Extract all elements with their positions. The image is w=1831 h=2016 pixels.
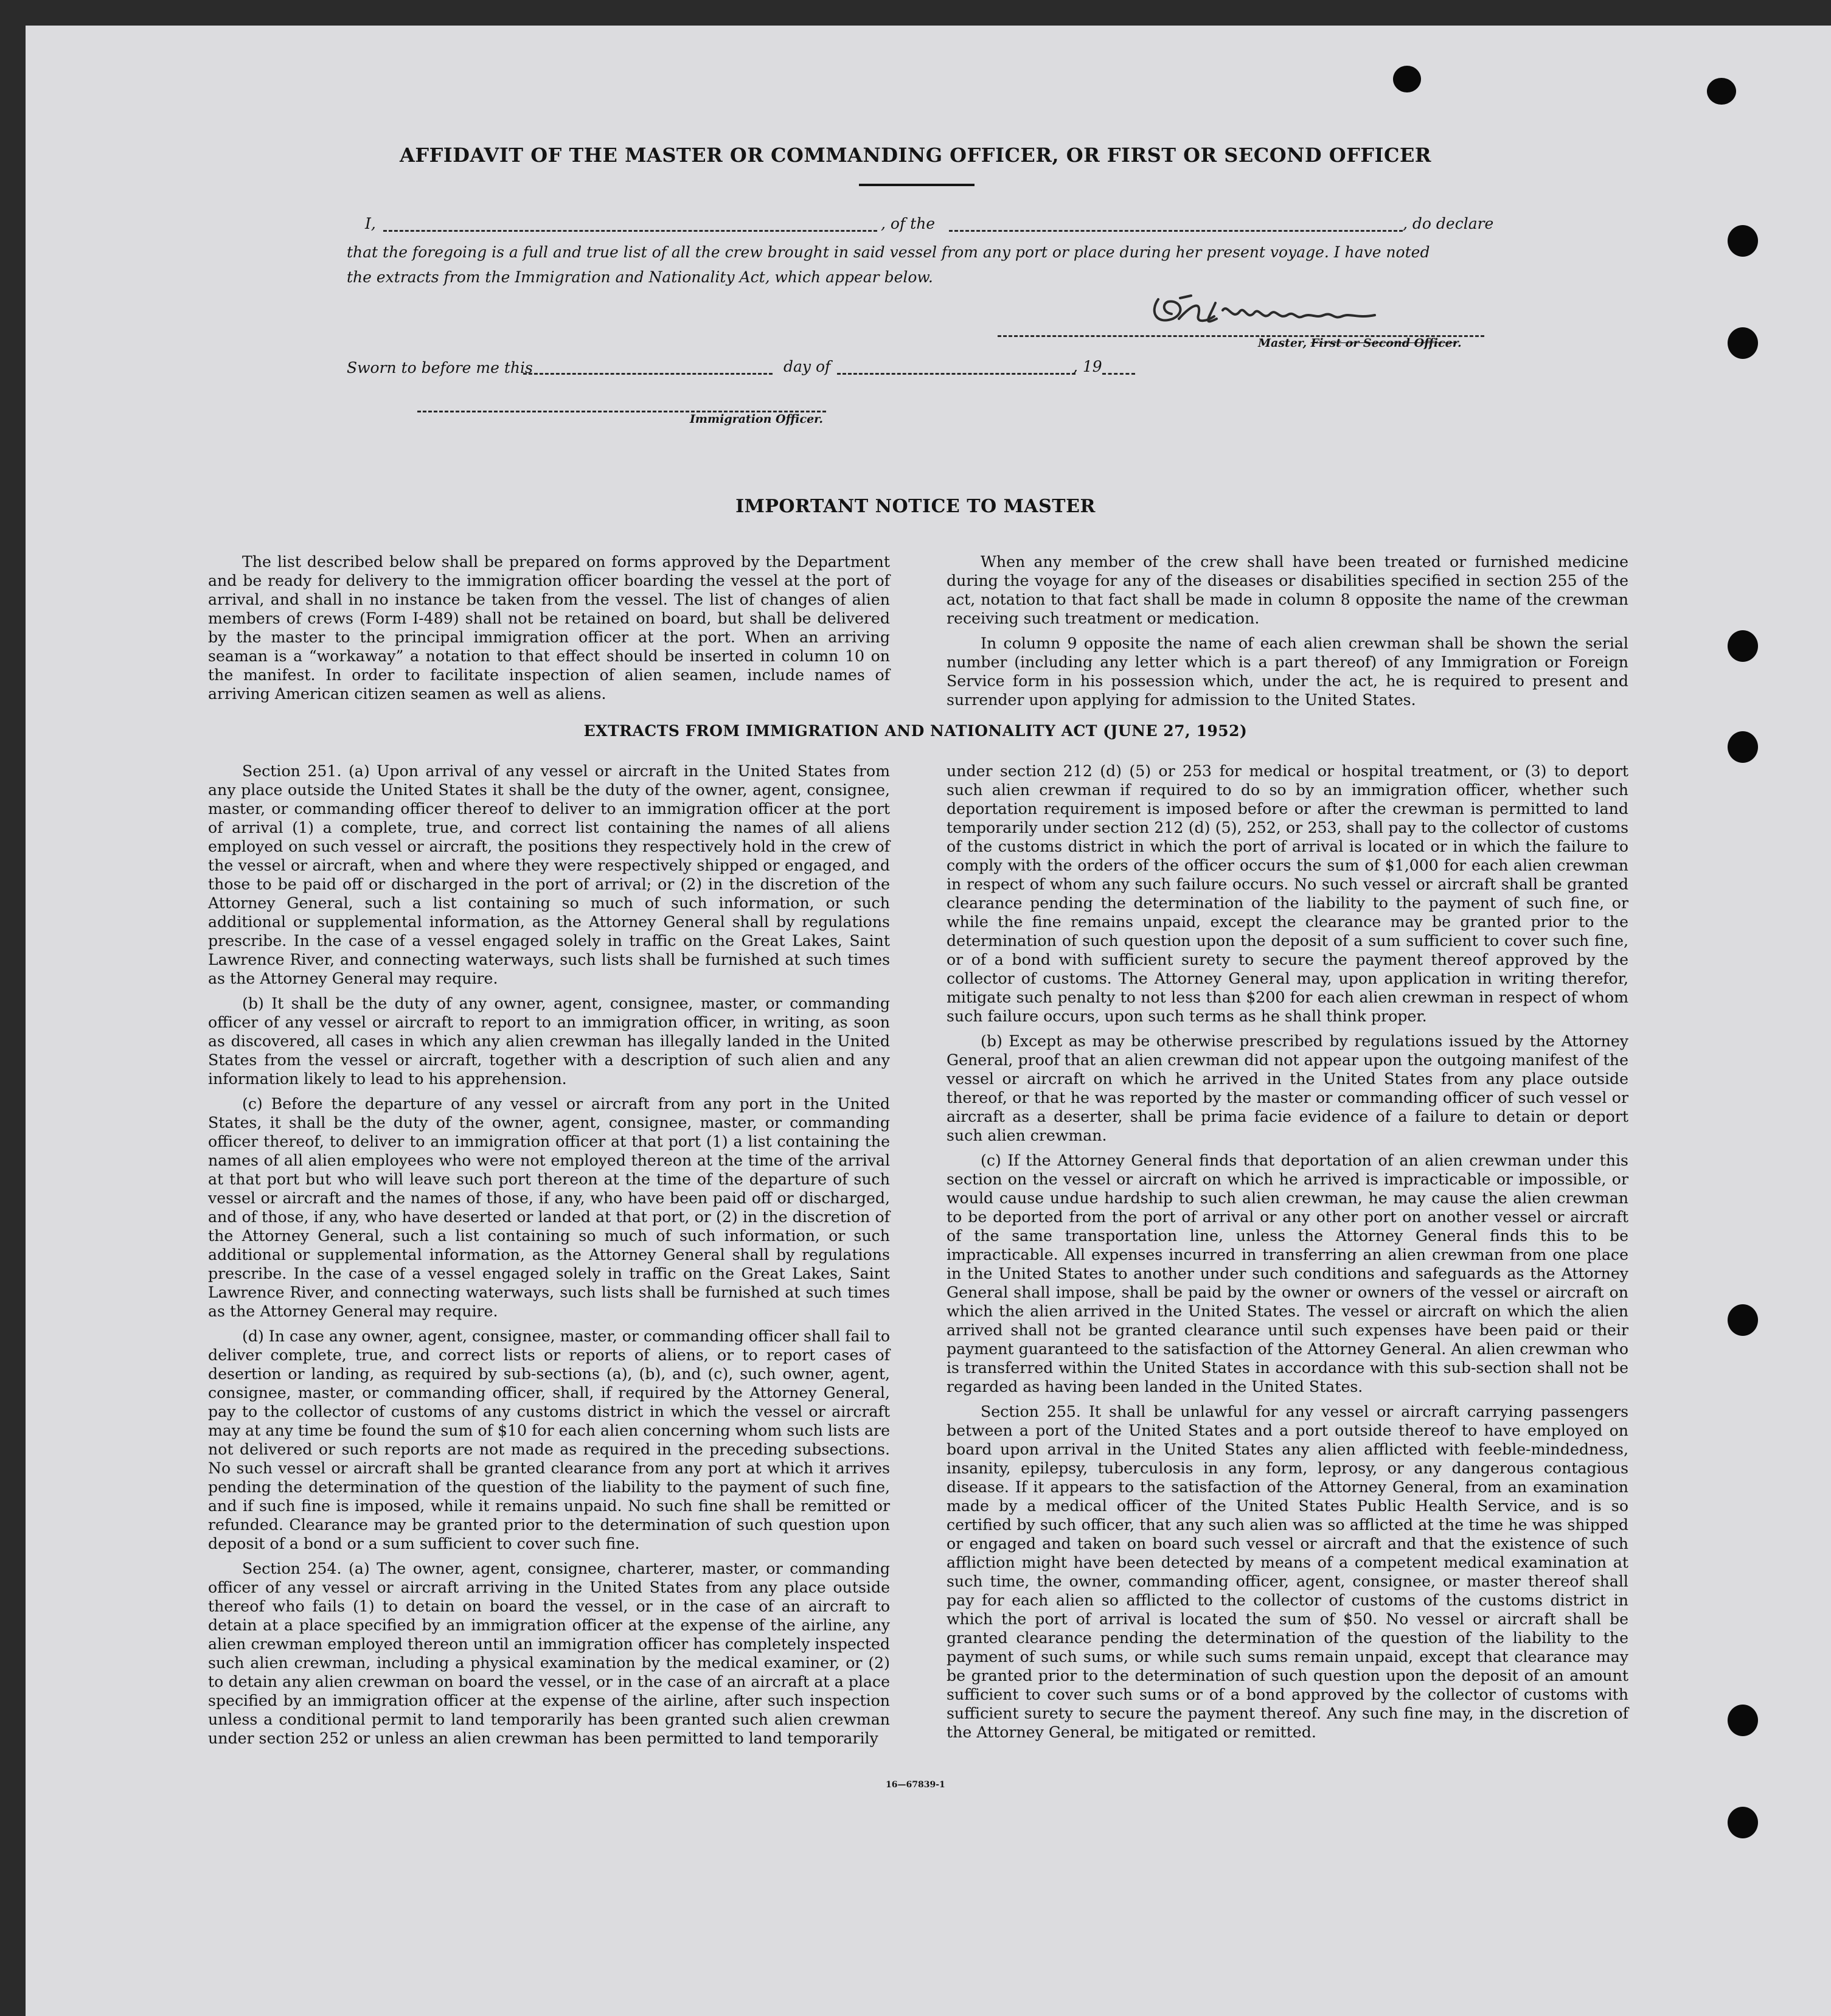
notice-title: IMPORTANT NOTICE TO MASTER [735,496,1096,517]
sworn-month-blank[interactable] [837,373,1075,375]
act-paragraph: Section 254. (a) The owner, agent, consignee, charterer, master, or commanding officer of any vessel or aircraft arriving in the United States from any place outside thereof who fails (1) to detain on board the vessel, or in the case of an aircraft to detain at a place specified by an immigration officer at the expense of the airline, any alien crewman employed thereon until an immigration officer has completely inspected such alien crewman, including a physical examination by the medical examiner, or (2) to detain any alien crewman on board the vessel, or in the case of an aircraft at a place specified by an immigration officer at the expense of the airline, after such inspection unless a conditional permit to land temporarily has been granted such alien crewman under section 252 or unless an alien crewman has been permitted to land temporarily [208,1560,890,1747]
master-signature [1144,281,1423,336]
notice-paragraph: When any member of the crew shall have been treated or furnished medicine during the voyage for any of the diseases or disabilities specified in section 255 of the act, notation to that fact shall be made in column 8 opposite the name of the crewman receiving such treatment or medication. [947,553,1628,627]
extracts-right-column [947,762,1628,1748]
signature-label-prefix: Master, [1258,336,1311,350]
punch-hole [1707,78,1736,105]
act-paragraph: under section 212 (d) (5) or 253 for medical or hospital treatment, or (3) to deport such alien crewman if required to do so by an immigration officer, whether such deportation requirement is imposed before or after the crewman is permitted to land temporarily under section 212 (d) (5), 252, or 253, shall pay to the collector of customs of the customs district in which the port of arrival is located or in which the failure to comply with the orders of the officer occurs the sum of $1,000 for each alien crewman in respect of whom any such failure occurs. No such vessel or aircraft shall be granted clearance pending the determination of the liability to the payment of such fine, or while the fine remains unpaid, except the clearance may be granted prior to the determination of such question upon the deposit of a sum sufficient to cover such fine, or of a bond with sufficient surety to secure the payment thereof approved by the collector of customs. The Attorney General may, upon application in writing therefor, mitigate such penalty to not less than $200 for each alien crewman in respect of whom such failure occurs, upon such terms as he shall think proper. [947,762,1628,1025]
notice-left-column [208,552,890,709]
of-the-label: , of the [881,215,936,232]
punch-hole [1728,225,1758,257]
signature-label-suffix: . [1458,336,1462,350]
declarant-label: I, [365,215,376,232]
punch-hole [1728,1705,1758,1736]
act-paragraph: (c) Before the departure of any vessel or aircraft from any port in the United States, it shall be the duty of the owner, agent, consignee, master, or commanding officer thereof, to deliver to an immigration officer at that port (1) a list containing the names of all alien employees who were not employed thereon at the time of the arrival at that port but who will leave such port thereon at the time of the departure of such vessel or aircraft and the names of those, if any, who have been paid off or discharged, and of those, if any, who have deserted or landed at that port, or (2) in the discretion of the Attorney General, such a list containing so much of such information, or such additional or supplemental information, as the Attorney General shall by regulations prescribe. In the case of a vessel engaged solely in traffic on the Great Lakes, Saint Lawrence River, and connecting waterways, such lists shall be furnished at such times as the Attorney General may require. [208,1095,890,1320]
act-paragraph: Section 251. (a) Upon arrival of any vessel or aircraft in the United States from any place outside the United States it shall be the duty of the owner, agent, consignee, master, or commanding officer thereof to deliver to an immigration officer at the port of arrival (1) a complete, true, and correct list containing the names of all aliens employed on such vessel or aircraft, the positions they respectively hold in the crew of the vessel or aircraft, when and where they were respectively shipped or engaged, and those to be paid off or discharged in the port of arrival; or (2) in the discretion of the Attorney General, such a list containing so much of such information, or such additional or supplemental information, as the Attorney General shall by regulations prescribe. In the case of a vessel engaged solely in traffic on the Great Lakes, Saint Lawrence River, and connecting waterways, such lists shall be furnished at such times as the Attorney General may require. [208,762,890,987]
punch-hole [1728,630,1758,662]
punch-hole [1728,327,1758,359]
affidavit-title: AFFIDAVIT OF THE MASTER OR COMMANDING OFFICER, OR FIRST OR SECOND OFFICER [400,144,1431,167]
act-paragraph: (b) It shall be the duty of any owner, agent, consignee, master, or commanding officer of any vessel or aircraft to report to an immigration officer, in writing, as soon as discovered, all cases in which any alien crewman has illegally landed in the United States from the vessel or aircraft, together with a description of such alien and any information likely to lead to his apprehension. [208,995,890,1088]
year-label: , 19 [1073,358,1102,375]
notice-paragraph: In column 9 opposite the name of each alien crewman shall be shown the serial number (including any letter which is a part thereof) of any Immigration or Foreign Service form in his possession which, under the act, he is required to present and surrender upon applying for admission to the United States. [947,634,1628,709]
notice-paragraph: The list described below shall be prepared on forms approved by the Department and be ready for delivery to the immigration officer boarding the vessel at the port of arrival, and shall in no instance be taken from the vessel. The list of changes of alien members of crews (Form I-489) shall not be retained on board, but shall be delivered by the master to the principal immigration officer at the port. When an arriving seaman is a “workaway” a notation to that effect should be inserted in column 10 on the manifest. In order to facilitate inspection of alien seamen, include names of arriving American citizen seamen as well as aliens. [208,553,890,703]
do-declare-label: , do declare [1403,215,1494,232]
extracts-title: EXTRACTS FROM IMMIGRATION AND NATIONALITY ACT (JUNE 27, 1952) [583,722,1248,740]
act-paragraph: (c) If the Attorney General finds that deportation of an alien crewman under this section on the vessel or aircraft on which he arrived is impracticable or impossible, or would cause undue hardship to such alien crewman, he may cause the alien crewman to be deported from the port of arrival or any other port on another vessel or aircraft of the same transportation line, unless the Attorney General finds this to be impracticable. All expenses incurred in transferring an alien crewman from one place in the United States to another under such conditions and safeguards as the Attorney General shall impose, shall be paid by the owner or owners of the vessel or aircraft on which the alien arrived in the United States. The vessel or aircraft on which the alien arrived shall not be granted clearance until such expenses have been paid or their payment guaranteed to the satisfaction of the Attorney General. An alien crewman who is transferred within the United States in accordance with this sub-section shall not be regarded as having been landed in the United States. [947,1152,1628,1396]
punch-hole [1728,1807,1758,1838]
act-paragraph: (b) Except as may be otherwise prescribed by regulations issued by the Attorney General, proof that an alien crewman did not appear upon the outgoing manifest of the vessel or aircraft on which he arrived in the United States from any place outside thereof, or that he was reported by the master or commanding officer of such vessel or aircraft as a deserter, shall be prima facie evidence of a failure to detain or deport such alien crewman. [947,1032,1628,1144]
sworn-label: Sworn to before me this [347,359,533,377]
punch-hole [1728,1304,1758,1336]
declaration-line-2: the extracts from the Immigration and Nationality Act, which appear below. [347,268,933,286]
sworn-day-blank[interactable] [523,373,773,375]
act-paragraph: (d) In case any owner, agent, consignee, master, or commanding officer shall fail to deliver complete, true, and correct lists or reports of aliens, or to report cases of desertion or landing, as required by sub-sections (a), (b), and (c), such owner, agent, consignee, master, or commanding officer, shall, if required by the Attorney General, pay to the collector of customs of any customs district in which the vessel or aircraft may at any time be found the sum of $10 for each alien concerning whom such lists are not delivered or such reports are not made as required in the preceding subsections. No such vessel or aircraft shall be granted clearance from any port at which it arrives pending the determination of the question of the liability to the payment of such fine, and if such fine is imposed, while it remains unpaid. No such fine shall be remitted or refunded. Clearance may be granted prior to the determination of such question upon deposit of a bond or a sum sufficient to cover such fine. [208,1327,890,1552]
sworn-year-blank[interactable] [1102,373,1135,375]
vessel-name-blank[interactable] [949,230,1403,232]
immigration-officer-label: Immigration Officer. [690,412,824,426]
act-paragraph: Section 255. It shall be unlawful for any vessel or aircraft carrying passengers between a port of the United States and a port outside thereof to have employed on board upon arrival in the United States any alien afflicted with feeble-mindedness, insanity, epilepsy, tuberculosis in any form, leprosy, or any dangerous contagious disease. If it appears to the satisfaction of the Attorney General, from an examination made by a medical officer of the United States Public Health Service, and is so certified by such officer, that any such alien was so afflicted at the time he was shipped or engaged and taken on board such vessel or aircraft and that the existence of such affliction might have been detected by means of a competent medical examination at such time, the owner, commanding officer, agent, consignee, or master thereof shall pay for each alien so afflicted to the collector of customs of the customs district in which the port of arrival is located the sum of $50. No vessel or aircraft shall be granted clearance pending the determination of the question of the liability to the payment of such sums, or while such sums remain unpaid, except that clearance may be granted prior to the determination of such question upon the deposit of an amount sufficient to cover such sums or of a bond approved by the collector of customs with sufficient surety to secure the payment thereof. Any such fine may, in the discretion of the Attorney General, be mitigated or remitted. [947,1403,1628,1741]
extracts-left-column [208,762,890,1754]
notice-right-column [947,552,1628,715]
title-underline [859,184,975,186]
declaration-line: that the foregoing is a full and true list of all the crew brought in said vessel from any port or place during her present voyage. I have noted [347,243,1430,261]
form-code: 16—67839-1 [886,1780,945,1790]
declarant-name-blank[interactable] [383,230,877,232]
signature-label [1258,336,1462,350]
day-of-label: day of [783,358,831,375]
signature-label-struck: First or Second Officer [1310,336,1458,350]
punch-hole [1393,66,1421,92]
